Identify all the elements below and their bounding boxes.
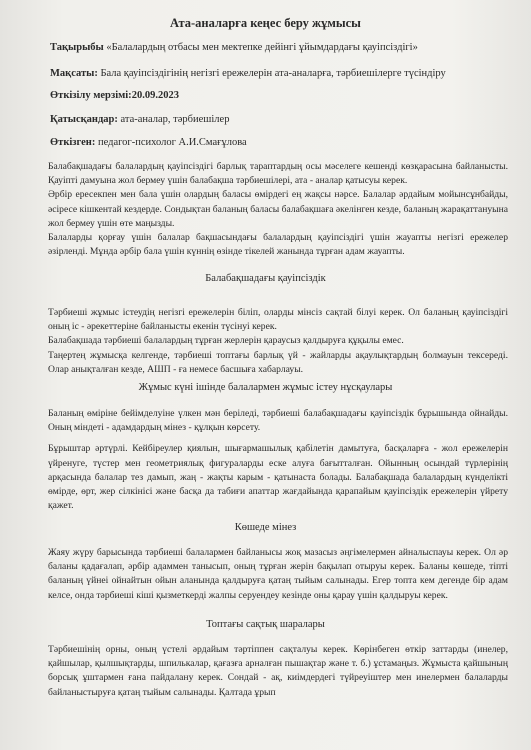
field-goal-value: Бала қауіпсіздігінің негізгі ережелерін ата-аналарға, тәрбиешілерге түсіндіру — [97, 68, 446, 79]
document-title: Ата-аналарға кеңес беру жұмысы — [170, 16, 361, 30]
section-paragraph: Тәрбиешінің орны, оның үстелі әрдайым тәртіппен сақталуы керек. Көрінбеген өткір заттарды (инелер, қайшылар, қылшықтарды, шпилькалар, қағазға арналған пышақтар және т. б.) ұстамаңыз. Жұмыста қайшының борсық ұштармен ғана пайдалану керек. Сондай - ақ, киімдердегі түйреуіштер мен инелермен балаларды байланыстыруға қатаң тыйым салынады. Қалтада ұрып — [48, 644, 508, 698]
section-title-work-instructions: Жұмыс күні ішінде балалармен жұмыс істеу нұсқаулары — [138, 382, 393, 393]
section-paragraph: Тәрбиеші жұмыс істеудің негізгі ережелерін біліп, оларды мінсіз сақтай білуі керек. Ол баланың қауіпсіздігі оның іс - әрекеттеріне байланысты екенін түсінуі керек. — [48, 307, 508, 333]
section-title-kindergarten-safety: Балабақшадағы қауіпсіздік — [205, 273, 326, 284]
field-goal — [50, 68, 446, 79]
section-title-group-precautions: Топтағы сақтық шаралары — [206, 619, 325, 630]
section-street-behavior — [48, 546, 508, 603]
intro-paragraph: Балабақшадағы балалардың қауіпсіздігі барлық тараптардың осы мәселеге кешенді көзқарасына байланысты. Қауіпті дамуына жол бермеу үшін балабақша тәрбиешілері, ата - аналар қатысуы керек. — [48, 161, 508, 187]
field-topic — [50, 42, 418, 53]
field-conducted-by-label: Өткізген: — [50, 137, 96, 148]
field-topic-value: «Балалардың отбасы мен мектепке дейінгі ұйымдардағы қауіпсіздігі» — [103, 42, 418, 53]
intro-paragraph: Балаларды қорғау үшін балалар бақшасындағы балалардың қауіпсіздігі үшін жауапты негізгі ережелер әзірленді. Мұнда әрбір бала үшін күннің өзінде тікелей жанында тұрған адам жауапты. — [48, 232, 508, 258]
section-paragraph: Таңертең жұмысқа келгенде, тәрбиеші топтағы барлық үй - жайларды ақаулықтардың болмауын тексереді. Олар анықталған кезде, АШП - ға немесе басшыға хабарлауы. — [48, 349, 508, 375]
section-work-instructions — [48, 407, 508, 513]
field-conducted-by — [50, 137, 247, 148]
field-participants-value: ата-аналар, тәрбиешілер — [117, 114, 230, 125]
section-title-street-behavior: Көшеде мінез — [234, 522, 297, 533]
intro-paragraph: Әрбір ересекпен мен бала үшін олардың баласы өмірдегі ең жақсы нәрсе. Балалар әрдайым мойынсұнбайды, әсіресе кішкентай кездерде. Сондықтан баланың баласы балабақшаға әкелінген кезде, баланың жарақаттануына жол бермеу үшін өте маңызды. — [48, 189, 508, 229]
section-group-precautions — [48, 643, 508, 700]
field-topic-label: Тақырыбы — [50, 42, 104, 53]
intro-text — [48, 160, 508, 259]
field-participants-label: Қатысқандар: — [50, 114, 118, 125]
section-paragraph: Балабақшада тәрбиеші балалардың тұрған жерлерін қараусыз қалдыруға құқылы емес. — [48, 335, 404, 347]
field-date-value: 20.09.2023 — [131, 90, 179, 101]
section-paragraph: Жаяу жүру барысында тәрбиеші балалармен байланысы жоқ мазасыз әңгімелермен айналыспауы керек. Ол әр баланы қадағалап, әрбір адаммен танысып, оның тұрған жерін бақылап отыруы керек. Баланы көшеде, тіпті баланың үйнеі ойнайтын ойын аланында қалдыруға қатаң тыйым салынады. Егер топта кем дегенде бір адам келсе, онда тәрбиеші кіші қызметкерді жалпы серуендеу кезінде оны қарау үшін қалдыруы керек. — [48, 547, 508, 601]
field-date — [50, 90, 179, 101]
field-date-label: Өткізілу мерзімі: — [50, 90, 132, 101]
section-paragraph: Бұрыштар әртүрлі. Кейбіреулер қиялын, шығармашылық қабілетін дамытуға, басқаларға - жол ережелерін үйренуге, түстер мен геометриялық фигураларды еске алуға бағытталған. Ойынның осындай түрлерінің арқасында балалар тез дамып, жаң - жақты карым - қатынаста болады. Балабақшада балалардың күнделікті өмірде, өрт, жер сілкінісі және басқа да табиғи апаттар жағдайында қарапайым қауіпсіздік ережелерін үйрету қажет. — [48, 443, 508, 512]
section-paragraph: Баланың өміріне бейімделуіне үлкен мән беріледі, тәрбиеші балабақшадағы қауіпсіздік бұрышында ойнайды. Оның міндеті - адамдардың мінез - құлқын көрсету. — [48, 408, 508, 434]
field-participants — [50, 114, 229, 125]
field-goal-label: Мақсаты: — [50, 68, 98, 79]
field-conducted-by-value: педагог-психолог А.И.Смағұлова — [95, 137, 247, 148]
section-kindergarten-safety — [48, 306, 508, 377]
